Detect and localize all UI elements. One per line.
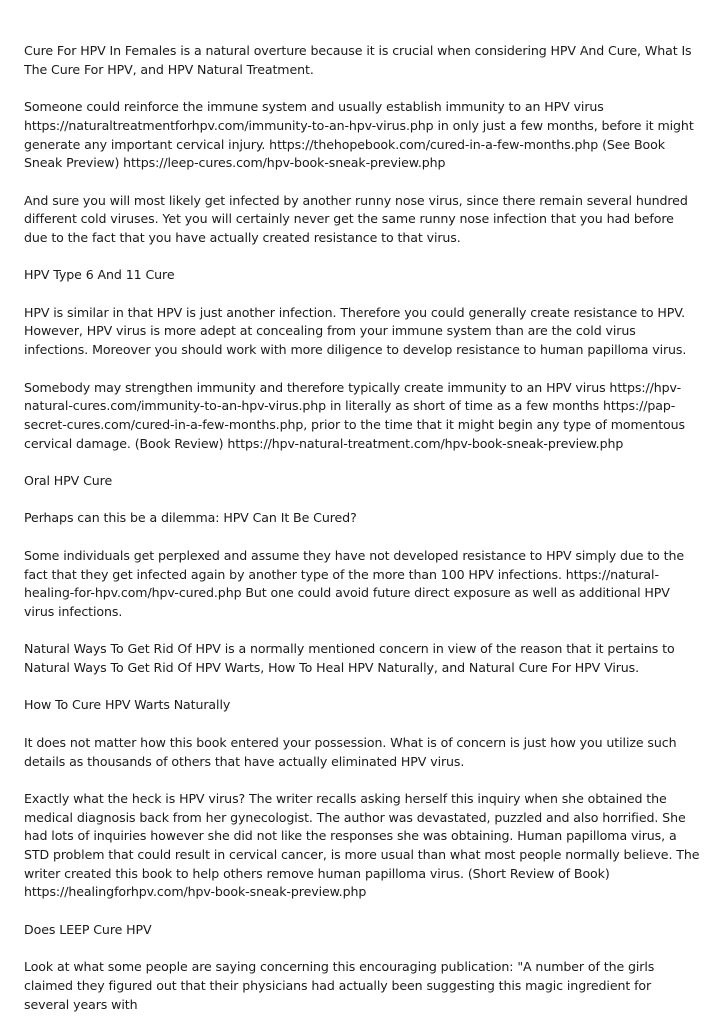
paragraph-strengthen-immunity: Somebody may strengthen immunity and therefore typically create immunity to an HPV virus https://hpv-natural-cures.com/immunity-to-an-hpv-virus.php in literally as short of time as a few months https://pap-secret-cures.com/cured-in-a-few-months.php, prior to the time that it might begin any type of momentous cervical damage. (Book Review) https://hpv-natural-treatment.com/hpv-book-sneak-preview.php xyxy=(24,379,685,451)
paragraph-book-possession: It does not matter how this book entered your possession. What is of concern is just how you utilize such details as thousands of others that have actually eliminated HPV virus. xyxy=(24,734,677,769)
heading-cure-warts-naturally: How To Cure HPV Warts Naturally xyxy=(24,697,231,713)
paragraph-dilemma: Perhaps can this be a dilemma: HPV Can It Be Cured? xyxy=(24,510,357,526)
paragraph-what-is-hpv: Exactly what the heck is HPV virus? The writer recalls asking herself this inquiry when she obtained the medical diagnosis back from her gynecologist. The author was devastated, puzzled and also horrified. She had lots of inquiries however she did not like the responses she was obtaining. Human papilloma virus, a STD problem that could result in cervical cancer, is more usual than what most people normally believe. The writer created this book to help others remove human papilloma virus. (Short Review of Book) https://healingforhpv.com/hpv-book-sneak-preview.php xyxy=(24,790,700,900)
heading-leep-cure: Does LEEP Cure HPV xyxy=(24,921,152,937)
paragraph-hpv-infection: HPV is similar in that HPV is just another infection. Therefore you could generally create resistance to HPV. However, HPV virus is more adept at concealing from your immune system than are the cold virus infections. Moreover you should work with more diligence to develop resistance to human papilloma virus. xyxy=(24,304,687,358)
paragraph-immune-system: Someone could reinforce the immune system and usually establish immunity to an HPV virus https://naturaltreatmentforhpv.com/immunity-to-an-hpv-virus.php in only just a few months, before it might generate any important cervical injury. https://thehopebook.com/cured-in-a-few-months.php (See Book Sneak Preview) https://leep-cures.com/hpv-book-sneak-preview.php xyxy=(24,99,694,171)
paragraph-intro: Cure For HPV In Females is a natural overture because it is crucial when considering HPV And Cure, What Is The Cure For HPV, and HPV Natural Treatment. xyxy=(24,43,692,77)
paragraph-testimonials: Look at what some people are saying concerning this encouraging publication: "A number of the girls claimed they figured out that their physicians had actually been suggesting this magic ingredient for several years with xyxy=(24,959,655,1012)
paragraph-natural-ways: Natural Ways To Get Rid Of HPV is a normally mentioned concern in view of the reason that it pertains to Natural Ways To Get Rid Of HPV Warts, How To Heal HPV Naturally, and Natural Cure For HPV Virus. xyxy=(24,641,675,676)
heading-hpv-type-6-11: HPV Type 6 And 11 Cure xyxy=(24,267,175,283)
document-body xyxy=(24,42,700,1033)
paragraph-cold-viruses: And sure you will most likely get infected by another runny nose virus, since there remain several hundred different cold viruses. Yet you will certainly never get the same runny nose infection that you had before due to the fact that you have actually created resistance to that virus. xyxy=(24,192,688,245)
heading-oral-hpv-cure: Oral HPV Cure xyxy=(24,473,113,489)
paragraph-perplexed: Some individuals get perplexed and assume they have not developed resistance to HPV simply due to the fact that they get infected again by another type of the more than 100 HPV infections. https://natural-healing-for-hpv.com/hpv-cured.php But one could avoid future direct exposure as well as additional HPV virus infections. xyxy=(24,547,685,619)
